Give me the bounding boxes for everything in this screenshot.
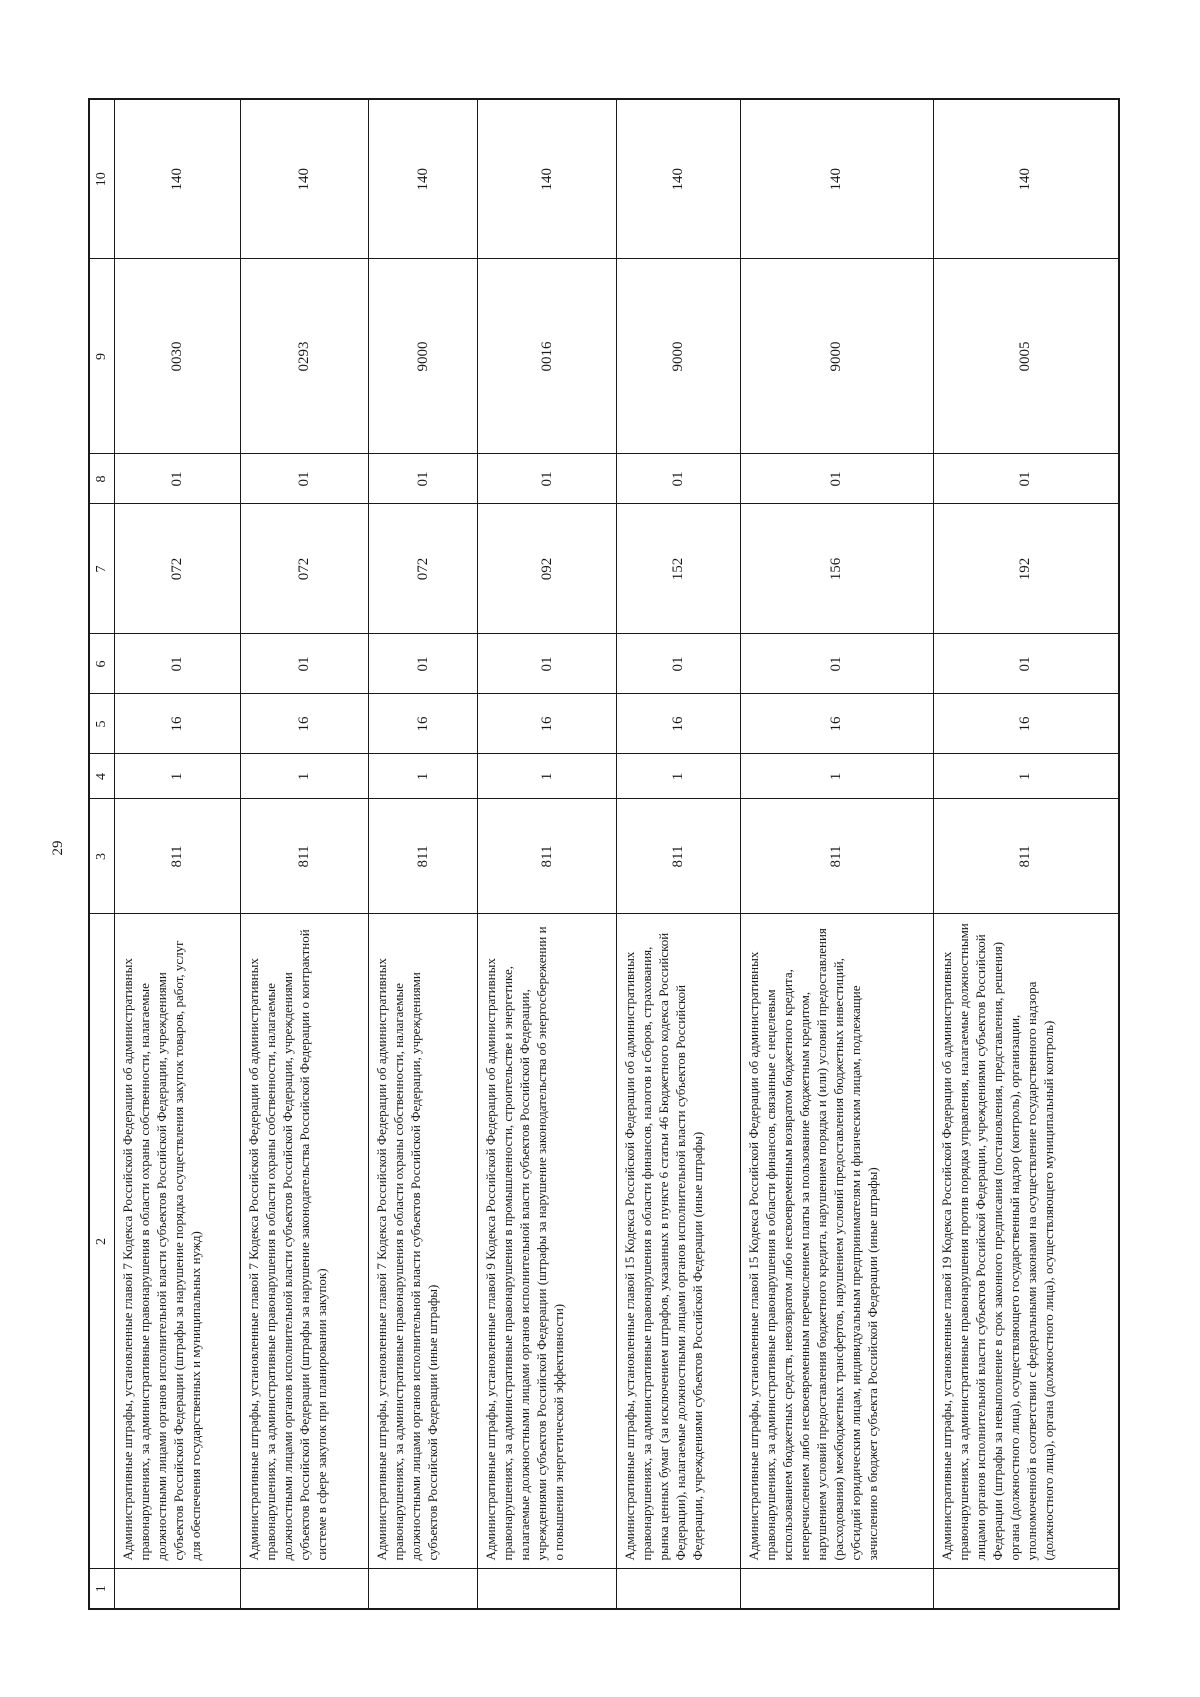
row-group-cell: 1	[478, 754, 617, 799]
row-subarticle-cell: 192	[933, 504, 1119, 634]
rotated-table-frame	[88, 100, 1120, 1610]
row-article-cell: 01	[241, 634, 369, 694]
column-header-3: 3	[89, 799, 115, 914]
row-economic-cell: 140	[115, 99, 241, 259]
row-economic-cell: 140	[617, 99, 741, 259]
row-subarticle-cell: 092	[478, 504, 617, 634]
row-subgroup-cell: 16	[115, 694, 241, 754]
row-admin-code-cell: 811	[741, 799, 933, 914]
row-element-cell: 01	[369, 454, 478, 504]
column-header-1: 1	[89, 1569, 115, 1609]
row-article-cell: 01	[933, 634, 1119, 694]
row-group-cell: 1	[369, 754, 478, 799]
row-description-cell: Административные штрафы, установленные главой 9 Кодекса Российской Федерации об административных правонарушениях, за административные правонарушения в промышленности, строительстве и энергетике, налагаемые должностными лицами органов исполнительной власти субъектов Российской Федерации, учреждениями субъектов Российской Федерации (штрафы за нарушение законодательства об энергосбережении и о повышении энергетической эффективности)	[478, 914, 617, 1569]
table-row	[478, 99, 617, 1609]
row-admin-code-cell: 811	[478, 799, 617, 914]
row-col1-cell	[241, 1569, 369, 1609]
row-group-cell: 1	[617, 754, 741, 799]
row-group-cell: 1	[241, 754, 369, 799]
row-element-cell: 01	[478, 454, 617, 504]
table-row	[933, 99, 1119, 1609]
row-program-cell: 9000	[617, 259, 741, 454]
row-admin-code-cell: 811	[933, 799, 1119, 914]
row-col1-cell	[933, 1569, 1119, 1609]
row-article-cell: 01	[478, 634, 617, 694]
row-description-cell: Административные штрафы, установленные главой 7 Кодекса Российской Федерации об административных правонарушениях, за административные правонарушения в области охраны собственности, налагаемые должностными лицами органов исполнительной власти субъектов Российской Федерации, учреждениями субъектов Российской Федерации (иные штрафы)	[369, 914, 478, 1569]
row-article-cell: 01	[115, 634, 241, 694]
row-group-cell: 1	[933, 754, 1119, 799]
row-subgroup-cell: 16	[478, 694, 617, 754]
page-number-text: 29	[50, 840, 66, 856]
row-program-cell: 0005	[933, 259, 1119, 454]
table-row	[115, 99, 241, 1609]
row-economic-cell: 140	[478, 99, 617, 259]
row-subarticle-cell: 072	[115, 504, 241, 634]
row-element-cell: 01	[741, 454, 933, 504]
row-col1-cell	[478, 1569, 617, 1609]
row-article-cell: 01	[369, 634, 478, 694]
table-header	[89, 99, 115, 1609]
row-element-cell: 01	[115, 454, 241, 504]
row-element-cell: 01	[617, 454, 741, 504]
row-subgroup-cell: 16	[933, 694, 1119, 754]
row-admin-code-cell: 811	[115, 799, 241, 914]
row-admin-code-cell: 811	[369, 799, 478, 914]
row-admin-code-cell: 811	[617, 799, 741, 914]
column-header-2: 2	[89, 914, 115, 1569]
column-header-4: 4	[89, 754, 115, 799]
row-group-cell: 1	[741, 754, 933, 799]
row-admin-code-cell: 811	[241, 799, 369, 914]
row-subarticle-cell: 072	[241, 504, 369, 634]
budget-classification-table	[88, 98, 1120, 1610]
row-article-cell: 01	[741, 634, 933, 694]
row-element-cell: 01	[241, 454, 369, 504]
row-col1-cell	[369, 1569, 478, 1609]
column-header-5: 5	[89, 694, 115, 754]
row-col1-cell	[741, 1569, 933, 1609]
row-group-cell: 1	[115, 754, 241, 799]
row-description-cell: Административные штрафы, установленные главой 7 Кодекса Российской Федерации об административных правонарушениях, за административные правонарушения в области охраны собственности, налагаемые должностными лицами органов исполнительной власти субъектов Российской Федерации, учреждениями субъектов Российской Федерации (штрафы за нарушение законодательства Российской Федерации о контрактной системе в сфере закупок при планировании закупок)	[241, 914, 369, 1569]
column-header-9: 9	[89, 259, 115, 454]
column-header-10: 10	[89, 99, 115, 259]
row-col1-cell	[115, 1569, 241, 1609]
row-economic-cell: 140	[369, 99, 478, 259]
column-header-6: 6	[89, 634, 115, 694]
header-row	[89, 99, 115, 1609]
row-subarticle-cell: 152	[617, 504, 741, 634]
row-element-cell: 01	[933, 454, 1119, 504]
table-row	[369, 99, 478, 1609]
rotated-table-content	[88, 100, 1120, 1610]
table-row	[741, 99, 933, 1609]
row-description-cell: Административные штрафы, установленные главой 15 Кодекса Российской Федерации об административных правонарушениях, за административные правонарушения в области финансов, связанные с нецелевым использованием бюджетных средств, невозвратом либо несвоевременным возвратом бюджетного кредита, неперечислением либо несвоевременным перечислением платы за пользование бюджетным кредитом, нарушением условий предоставления бюджетного кредита, нарушением порядка и (или) условий предоставления (расходования) межбюджетных трансфертов, нарушением условий предоставления бюджетных инвестиций, субсидий юридическим лицам, индивидуальным предпринимателям и физическим лицам, подлежащие зачислению в бюджет субъекта Российской Федерации (иные штрафы)	[741, 914, 933, 1569]
row-subarticle-cell: 072	[369, 504, 478, 634]
row-description-cell: Административные штрафы, установленные главой 15 Кодекса Российской Федерации об административных правонарушениях, за административные правонарушения в области финансов, налогов и сборов, страхования, рынка ценных бумаг (за исключением штрафов, указанных в пункте 6 статьи 46 Бюджетного кодекса Российской Федерации), налагаемые должностными лицами органов исполнительной власти субъектов Российской Федерации, учреждениями субъектов Российской Федерации (иные штрафы)	[617, 914, 741, 1569]
row-program-cell: 0030	[115, 259, 241, 454]
row-subgroup-cell: 16	[741, 694, 933, 754]
row-subgroup-cell: 16	[617, 694, 741, 754]
row-description-cell: Административные штрафы, установленные главой 7 Кодекса Российской Федерации об административных правонарушениях, за административные правонарушения в области охраны собственности, налагаемые должностными лицами органов исполнительной власти субъектов Российской Федерации, учреждениями субъектов Российской Федерации (штрафы за нарушение порядка осуществления закупок товаров, работ, услуг для обеспечения государственных и муниципальных нужд)	[115, 914, 241, 1569]
row-article-cell: 01	[617, 634, 741, 694]
table-row	[241, 99, 369, 1609]
row-program-cell: 0293	[241, 259, 369, 454]
row-subgroup-cell: 16	[241, 694, 369, 754]
column-header-8: 8	[89, 454, 115, 504]
table-row	[617, 99, 741, 1609]
row-program-cell: 0016	[478, 259, 617, 454]
row-economic-cell: 140	[241, 99, 369, 259]
row-program-cell: 9000	[741, 259, 933, 454]
row-economic-cell: 140	[741, 99, 933, 259]
row-program-cell: 9000	[369, 259, 478, 454]
row-description-cell: Административные штрафы, установленные главой 19 Кодекса Российской Федерации об административных правонарушениях, за административные правонарушения против порядка управления, налагаемые должностными лицами органов исполнительной власти субъектов Российской Федерации, учреждениями субъектов Российской Федерации (штрафы за невыполнение в срок законного предписания (постановления, представления, решения) органа (должностного лица), осуществляющего государственный надзор (контроль), организации, уполномоченной в соответствии с федеральными законами на осуществление государственного надзора (должностного лица), органа (должностного лица), осуществляющего муниципальный контроль)	[933, 914, 1119, 1569]
row-subarticle-cell: 156	[741, 504, 933, 634]
row-economic-cell: 140	[933, 99, 1119, 259]
table-body	[115, 99, 1120, 1609]
column-header-7: 7	[89, 504, 115, 634]
row-subgroup-cell: 16	[369, 694, 478, 754]
row-col1-cell	[617, 1569, 741, 1609]
